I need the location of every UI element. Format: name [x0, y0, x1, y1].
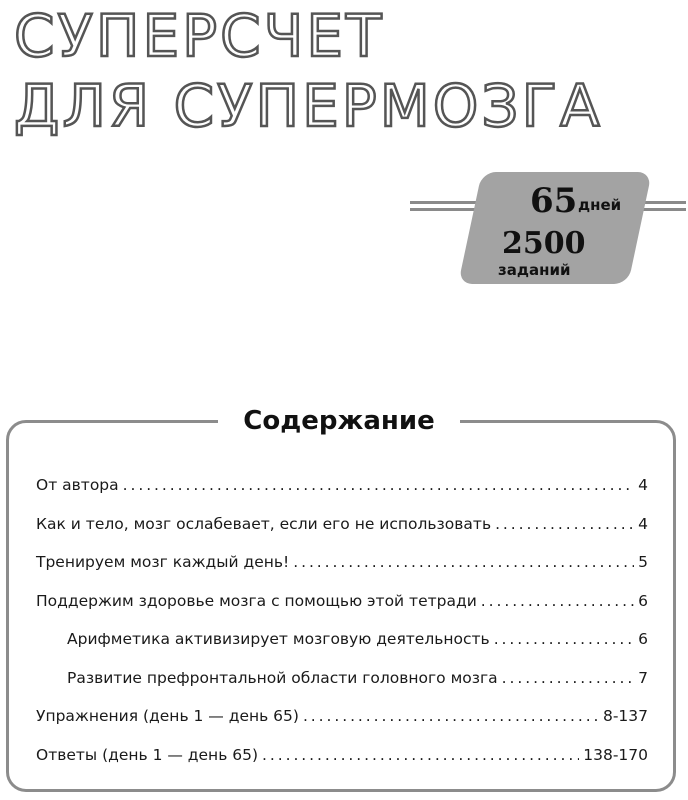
- book-title-line-2: ДЛЯ СУПЕРМОЗГА: [14, 72, 603, 140]
- toc-entry: [36, 553, 648, 592]
- toc-entry-page: 7: [638, 668, 648, 687]
- tasks-label: заданий: [498, 261, 571, 279]
- dot-leader: [262, 746, 579, 764]
- toc-entry: [36, 592, 648, 631]
- days-number: 65: [530, 181, 578, 221]
- toc-entry-page: 6: [638, 630, 648, 648]
- dot-leader: [123, 476, 634, 494]
- contents-list: [36, 476, 648, 784]
- toc-subentry: [36, 630, 648, 669]
- toc-entry-title: Упражнения (день 1 — день 65): [36, 707, 299, 725]
- tasks-number: 2500: [502, 226, 586, 261]
- dot-leader: [495, 515, 634, 533]
- toc-subentry: [36, 669, 648, 708]
- toc-entry: [36, 707, 648, 746]
- toc-entry: [36, 476, 648, 515]
- toc-entry-title: От автора: [36, 476, 119, 494]
- badge-stripes-right: [640, 201, 686, 215]
- dot-leader: [502, 669, 634, 687]
- toc-entry-title: Тренируем мозг каждый день!: [36, 553, 290, 571]
- toc-entry-page: 5: [638, 553, 648, 571]
- dot-leader: [494, 630, 634, 648]
- toc-entry-page: 6: [638, 591, 648, 610]
- dot-leader: [481, 592, 634, 610]
- toc-entry-title: Арифметика активизирует мозговую деятельность: [67, 630, 490, 648]
- toc-entry-page: 138-170: [583, 745, 648, 764]
- toc-entry-title: Поддержим здоровье мозга с помощью этой тетради: [36, 591, 477, 610]
- dot-leader: [293, 553, 634, 571]
- toc-entry-title: Развитие префронтальной области головного мозга: [67, 668, 498, 687]
- toc-entry: [36, 515, 648, 554]
- contents-heading: Содержание: [218, 404, 460, 438]
- badge-stripes-left: [410, 201, 480, 215]
- toc-entry-page: 8-137: [602, 707, 648, 725]
- days-label: дней: [578, 196, 622, 214]
- toc-entry: [36, 746, 648, 785]
- dot-leader: [303, 707, 599, 725]
- toc-entry-page: 4: [638, 476, 648, 494]
- toc-entry-title: Как и тело, мозг ослабевает, если его не использовать: [36, 514, 492, 533]
- toc-entry-title: Ответы (день 1 — день 65): [36, 745, 259, 764]
- toc-entry-page: 4: [638, 514, 648, 533]
- book-title-line-1: СУПЕРСЧЕТ: [14, 2, 385, 70]
